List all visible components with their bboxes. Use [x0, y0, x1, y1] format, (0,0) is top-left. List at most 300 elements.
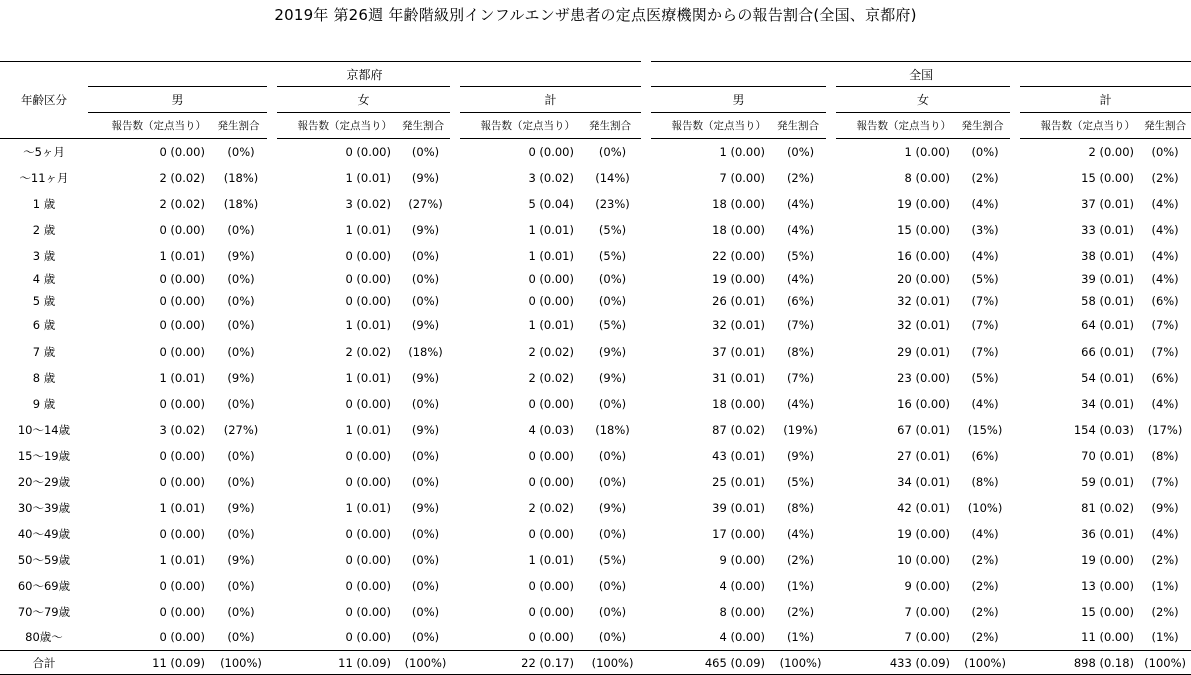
report-count-cell: 39 (0.01): [1081, 272, 1135, 286]
report-count-cell: 0 (0.00): [159, 604, 205, 619]
rate-cell: (17%): [1147, 422, 1183, 437]
table-row: [0, 339, 1191, 365]
age-group-label: 60～69歳: [17, 578, 71, 593]
rate-cell: (9%): [411, 422, 440, 437]
report-count-cell: 0 (0.00): [159, 630, 205, 645]
rate-cell: (9%): [411, 170, 440, 185]
rate-cell: (4%): [786, 396, 815, 411]
report-count-cell: 7 (0.00): [904, 630, 951, 645]
rate-cell: (0%): [598, 474, 627, 489]
table-row: [0, 290, 1191, 312]
rate-cell: (4%): [1151, 272, 1179, 286]
age-group-label: 9 歳: [32, 396, 56, 411]
report-count-cell: 2 (0.00): [1088, 144, 1135, 159]
table-row: [0, 365, 1191, 391]
age-group-label: 8 歳: [32, 370, 56, 385]
rate-subheader: 発生割合: [770, 113, 831, 139]
rate-cell: (0%): [411, 272, 440, 286]
rate-subheader: 発生割合: [579, 113, 646, 139]
rate-cell: (9%): [411, 222, 440, 237]
reports-subheader: 報告数（定点当り）: [88, 113, 210, 139]
reports-subheader: 報告数（定点当り）: [646, 113, 770, 139]
rate-cell: (5%): [598, 248, 627, 263]
rate-cell: (4%): [971, 526, 999, 541]
report-count-cell: 20 (0.00): [897, 272, 951, 286]
report-count-cell: 16 (0.00): [897, 248, 951, 263]
rate-cell: (5%): [598, 552, 627, 567]
rate-cell: (0%): [598, 630, 627, 645]
report-count-cell: 1 (0.01): [345, 370, 391, 385]
report-count-cell: 1 (0.01): [159, 370, 205, 385]
report-count-cell: 1 (0.01): [528, 552, 574, 567]
report-count-cell: 42 (0.01): [897, 500, 951, 515]
rate-cell: (5%): [598, 222, 627, 237]
report-count-cell: 1 (0.01): [159, 500, 205, 515]
rate-cell: (0%): [786, 144, 815, 159]
rate-cell: (4%): [786, 272, 815, 286]
table-row: [0, 391, 1191, 417]
report-count-cell: 433 (0.09): [831, 651, 955, 675]
rate-cell: (4%): [1151, 248, 1179, 263]
report-count-cell: 87 (0.02): [712, 422, 766, 437]
rate-cell: (0%): [598, 604, 627, 619]
report-count-cell: 0 (0.00): [159, 144, 205, 159]
report-count-cell: 38 (0.01): [1081, 248, 1135, 263]
report-count-cell: 0 (0.00): [345, 144, 391, 159]
rate-cell: (0%): [411, 396, 440, 411]
age-group-label: 6 歳: [32, 318, 56, 332]
rate-cell: (4%): [786, 222, 815, 237]
rate-cell: (0%): [227, 396, 255, 411]
rate-cell: (5%): [786, 474, 815, 489]
report-count-cell: 15 (0.00): [1081, 170, 1135, 185]
age-group-label: 2 歳: [32, 222, 56, 237]
rate-cell: (100%): [1139, 651, 1191, 675]
table-row: [0, 312, 1191, 339]
rate-cell: (2%): [1151, 604, 1179, 619]
rate-cell: (4%): [1151, 396, 1179, 411]
rate-cell: (18%): [223, 196, 259, 211]
report-count-cell: 2 (0.02): [159, 196, 205, 211]
rate-cell: (0%): [411, 448, 440, 463]
rate-cell: (9%): [227, 552, 255, 567]
rate-subheader: 発生割合: [1139, 113, 1191, 139]
sex-header-kyoto-male: 男: [88, 87, 272, 113]
page-title: 2019年 第26週 年齢階級別インフルエンザ患者の定点医療機関からの報告割合(全国、京都府): [274, 6, 917, 24]
rate-cell: (2%): [786, 170, 815, 185]
report-count-cell: 0 (0.00): [528, 526, 574, 541]
age-group-label: 5 歳: [32, 293, 56, 308]
sex-header-national-total: 計: [1015, 87, 1191, 113]
rate-cell: (10%): [967, 500, 1003, 515]
reports-subheader: 報告数（定点当り）: [1015, 113, 1139, 139]
report-count-cell: 0 (0.00): [528, 293, 574, 308]
rate-cell: (0%): [227, 630, 255, 645]
report-count-cell: 36 (0.01): [1081, 526, 1135, 541]
reports-subheader: 報告数（定点当り）: [455, 113, 579, 139]
report-count-cell: 18 (0.00): [712, 196, 766, 211]
report-count-cell: 11 (0.00): [1081, 630, 1135, 645]
report-count-cell: 0 (0.00): [159, 222, 205, 237]
report-count-cell: 64 (0.01): [1081, 318, 1135, 332]
rate-cell: (4%): [1151, 526, 1179, 541]
report-count-cell: 19 (0.00): [1081, 552, 1135, 567]
rate-cell: (0%): [598, 578, 627, 593]
rate-cell: (4%): [971, 196, 999, 211]
rate-cell: (0%): [411, 604, 440, 619]
rate-cell: (9%): [598, 344, 627, 359]
report-count-cell: 26 (0.01): [712, 293, 766, 308]
table-row: [0, 625, 1191, 651]
rate-cell: (0%): [227, 474, 255, 489]
report-count-cell: 31 (0.01): [712, 370, 766, 385]
rate-cell: (100%): [579, 651, 646, 675]
report-count-cell: 1 (0.01): [345, 422, 391, 437]
report-count-cell: 5 (0.04): [528, 196, 574, 211]
table-row: [0, 521, 1191, 547]
rate-cell: (7%): [971, 318, 999, 332]
report-count-cell: 0 (0.00): [159, 272, 205, 286]
report-count-cell: 0 (0.00): [528, 396, 574, 411]
report-count-cell: 4 (0.00): [719, 578, 766, 593]
rate-cell: (14%): [595, 170, 630, 185]
rate-cell: (2%): [971, 630, 999, 645]
report-count-cell: 19 (0.00): [897, 526, 951, 541]
rate-cell: (0%): [598, 144, 627, 159]
report-count-cell: 2 (0.02): [528, 344, 574, 359]
report-count-cell: 0 (0.00): [159, 448, 205, 463]
report-count-cell: 898 (0.18): [1015, 651, 1139, 675]
report-count-cell: 18 (0.00): [712, 396, 766, 411]
rate-cell: (0%): [598, 396, 627, 411]
report-count-cell: 29 (0.01): [897, 344, 951, 359]
report-count-cell: 0 (0.00): [345, 293, 391, 308]
report-count-cell: 154 (0.03): [1073, 422, 1135, 437]
report-count-cell: 22 (0.17): [455, 651, 579, 675]
rate-cell: (100%): [210, 651, 272, 675]
age-group-label: 10～14歳: [17, 422, 71, 437]
rate-cell: (1%): [1151, 578, 1179, 593]
report-count-cell: 0 (0.00): [345, 248, 391, 263]
rate-cell: (1%): [786, 630, 815, 645]
rate-cell: (1%): [1151, 630, 1179, 645]
age-group-label: 1 歳: [32, 196, 56, 211]
rate-cell: (100%): [955, 651, 1015, 675]
age-group-label: 30～39歳: [17, 500, 71, 515]
rate-cell: (4%): [1151, 222, 1179, 237]
age-group-label: 80歳～: [25, 630, 63, 645]
report-count-cell: 0 (0.00): [528, 604, 574, 619]
report-count-cell: 22 (0.00): [712, 248, 766, 263]
report-count-cell: 1 (0.01): [345, 500, 391, 515]
report-count-cell: 17 (0.00): [712, 526, 766, 541]
rate-cell: (1%): [786, 578, 815, 593]
report-count-cell: 0 (0.00): [345, 272, 391, 286]
report-count-cell: 33 (0.01): [1081, 222, 1135, 237]
rate-cell: (0%): [598, 272, 627, 286]
rate-cell: (3%): [971, 222, 999, 237]
rate-cell: (15%): [967, 422, 1003, 437]
report-count-cell: 11 (0.09): [272, 651, 396, 675]
influenza-age-table: [0, 61, 1191, 675]
report-count-cell: 1 (0.01): [345, 170, 391, 185]
rate-cell: (8%): [786, 344, 815, 359]
rate-cell: (100%): [396, 651, 455, 675]
report-count-cell: 19 (0.00): [712, 272, 766, 286]
rate-cell: (5%): [971, 370, 999, 385]
age-group-label: ～5ヶ月: [23, 144, 65, 159]
report-count-cell: 1 (0.01): [528, 318, 574, 332]
report-count-cell: 66 (0.01): [1081, 344, 1135, 359]
rate-cell: (27%): [408, 196, 443, 211]
report-count-cell: 0 (0.00): [345, 552, 391, 567]
rate-cell: (5%): [971, 272, 999, 286]
report-count-cell: 0 (0.00): [159, 293, 205, 308]
rate-cell: (0%): [227, 293, 255, 308]
rate-cell: (7%): [971, 293, 999, 308]
rate-cell: (100%): [770, 651, 831, 675]
region-header-national: 全国: [646, 62, 1191, 87]
report-count-cell: 1 (0.01): [159, 552, 205, 567]
report-count-cell: 70 (0.01): [1081, 448, 1135, 463]
rate-cell: (0%): [411, 552, 440, 567]
report-count-cell: 32 (0.01): [897, 318, 951, 332]
report-count-cell: 25 (0.01): [712, 474, 766, 489]
rate-cell: (18%): [595, 422, 630, 437]
rate-subheader: 発生割合: [210, 113, 272, 139]
sex-header-national-female: 女: [831, 87, 1015, 113]
rate-cell: (0%): [411, 526, 440, 541]
report-count-cell: 0 (0.00): [159, 344, 205, 359]
table-row: [0, 573, 1191, 599]
rate-cell: (8%): [1151, 448, 1179, 463]
rate-cell: (0%): [411, 144, 440, 159]
report-count-cell: 23 (0.00): [897, 370, 951, 385]
rate-cell: (7%): [1151, 344, 1179, 359]
rate-cell: (19%): [783, 422, 818, 437]
age-group-label: ～11ヶ月: [19, 170, 69, 185]
report-count-cell: 81 (0.02): [1081, 500, 1135, 515]
age-group-label: 20～29歳: [17, 474, 71, 489]
table-row: [0, 547, 1191, 573]
report-count-cell: 0 (0.00): [345, 474, 391, 489]
table-row: [0, 495, 1191, 521]
rate-cell: (9%): [227, 370, 255, 385]
report-count-cell: 0 (0.00): [159, 474, 205, 489]
rate-cell: (0%): [1151, 144, 1179, 159]
rate-cell: (2%): [786, 604, 815, 619]
rate-cell: (0%): [411, 293, 440, 308]
rate-cell: (9%): [411, 370, 440, 385]
rate-cell: (18%): [223, 170, 259, 185]
report-count-cell: 1 (0.01): [528, 222, 574, 237]
report-count-cell: 0 (0.00): [345, 604, 391, 619]
table-row: [0, 469, 1191, 495]
rate-subheader: 発生割合: [396, 113, 455, 139]
rate-cell: (9%): [1151, 500, 1179, 515]
report-count-cell: 58 (0.01): [1081, 293, 1135, 308]
report-count-cell: 1 (0.01): [345, 318, 391, 332]
rate-cell: (18%): [408, 344, 443, 359]
table-row: [0, 599, 1191, 625]
rate-cell: (4%): [1151, 196, 1179, 211]
report-count-cell: 8 (0.00): [719, 604, 766, 619]
rate-cell: (0%): [227, 344, 255, 359]
report-count-cell: 3 (0.02): [345, 196, 391, 211]
reports-subheader: 報告数（定点当り）: [831, 113, 955, 139]
report-count-cell: 0 (0.00): [528, 578, 574, 593]
sex-header-kyoto-female: 女: [272, 87, 455, 113]
report-count-cell: 4 (0.03): [528, 422, 574, 437]
report-count-cell: 18 (0.00): [712, 222, 766, 237]
report-count-cell: 1 (0.01): [345, 222, 391, 237]
rate-cell: (6%): [786, 293, 815, 308]
report-count-cell: 0 (0.00): [159, 396, 205, 411]
rate-cell: (0%): [971, 144, 999, 159]
report-count-cell: 13 (0.00): [1081, 578, 1135, 593]
rate-cell: (27%): [223, 422, 259, 437]
report-count-cell: 8 (0.00): [904, 170, 951, 185]
report-count-cell: 0 (0.00): [159, 318, 205, 332]
rate-cell: (0%): [598, 293, 627, 308]
rate-cell: (2%): [1151, 552, 1179, 567]
rate-cell: (0%): [598, 448, 627, 463]
report-count-cell: 4 (0.00): [719, 630, 766, 645]
age-column-header: 年齢区分: [0, 62, 88, 139]
sex-header-kyoto-total: 計: [455, 87, 646, 113]
report-count-cell: 9 (0.00): [719, 552, 766, 567]
rate-cell: (8%): [971, 474, 999, 489]
rate-cell: (6%): [971, 448, 999, 463]
rate-cell: (0%): [598, 526, 627, 541]
report-count-cell: 1 (0.01): [528, 248, 574, 263]
report-count-cell: 32 (0.01): [897, 293, 951, 308]
rate-cell: (7%): [786, 370, 815, 385]
rate-cell: (0%): [411, 474, 440, 489]
rate-cell: (7%): [786, 318, 815, 332]
table-row: [0, 139, 1191, 165]
report-count-cell: 54 (0.01): [1081, 370, 1135, 385]
report-count-cell: 0 (0.00): [345, 578, 391, 593]
report-count-cell: 0 (0.00): [345, 396, 391, 411]
reports-subheader: 報告数（定点当り）: [272, 113, 396, 139]
age-group-label: 4 歳: [32, 272, 56, 286]
report-count-cell: 3 (0.02): [159, 422, 205, 437]
rate-cell: (2%): [971, 604, 999, 619]
report-count-cell: 32 (0.01): [712, 318, 766, 332]
rate-cell: (0%): [411, 630, 440, 645]
age-group-label: 7 歳: [32, 344, 56, 359]
rate-cell: (6%): [1151, 370, 1179, 385]
report-count-cell: 0 (0.00): [345, 526, 391, 541]
rate-cell: (9%): [227, 500, 255, 515]
report-count-cell: 43 (0.01): [712, 448, 766, 463]
report-count-cell: 0 (0.00): [528, 474, 574, 489]
report-count-cell: 0 (0.00): [159, 578, 205, 593]
report-count-cell: 0 (0.00): [528, 448, 574, 463]
age-group-label: 70～79歳: [17, 604, 71, 619]
rate-cell: (0%): [411, 578, 440, 593]
rate-subheader: 発生割合: [955, 113, 1015, 139]
region-header-kyoto: 京都府: [88, 62, 646, 87]
rate-cell: (9%): [411, 500, 440, 515]
rate-cell: (6%): [1151, 293, 1179, 308]
table-row: [0, 243, 1191, 269]
report-count-cell: 2 (0.02): [345, 344, 391, 359]
report-count-cell: 1 (0.00): [904, 144, 951, 159]
rate-cell: (7%): [971, 344, 999, 359]
report-count-cell: 2 (0.02): [159, 170, 205, 185]
age-group-label: 40～49歳: [17, 526, 71, 541]
report-count-cell: 34 (0.01): [897, 474, 951, 489]
report-count-cell: 2 (0.02): [528, 500, 574, 515]
report-count-cell: 0 (0.00): [528, 272, 574, 286]
rate-cell: (2%): [1151, 170, 1179, 185]
rate-cell: (9%): [411, 318, 440, 332]
report-count-cell: 7 (0.00): [719, 170, 766, 185]
rate-cell: (0%): [227, 222, 255, 237]
rate-cell: (0%): [227, 578, 255, 593]
report-count-cell: 9 (0.00): [904, 578, 951, 593]
report-count-cell: 59 (0.01): [1081, 474, 1135, 489]
rate-cell: (0%): [227, 318, 255, 332]
rate-cell: (9%): [598, 370, 627, 385]
report-count-cell: 0 (0.00): [159, 526, 205, 541]
rate-cell: (0%): [227, 526, 255, 541]
table-row: [0, 191, 1191, 217]
report-count-cell: 37 (0.01): [712, 344, 766, 359]
rate-cell: (0%): [227, 272, 255, 286]
report-count-cell: 67 (0.01): [897, 422, 951, 437]
report-count-cell: 27 (0.01): [897, 448, 951, 463]
rate-cell: (5%): [786, 248, 815, 263]
report-count-cell: 7 (0.00): [904, 604, 951, 619]
table-row: [0, 269, 1191, 290]
sex-header-national-male: 男: [646, 87, 831, 113]
rate-cell: (5%): [598, 318, 627, 332]
report-count-cell: 10 (0.00): [897, 552, 951, 567]
report-count-cell: 2 (0.02): [528, 370, 574, 385]
report-count-cell: 34 (0.01): [1081, 396, 1135, 411]
rate-cell: (4%): [971, 396, 999, 411]
report-count-cell: 11 (0.09): [88, 651, 210, 675]
report-count-cell: 0 (0.00): [528, 144, 574, 159]
report-count-cell: 16 (0.00): [897, 396, 951, 411]
report-count-cell: 15 (0.00): [897, 222, 951, 237]
table-row: [0, 443, 1191, 469]
rate-cell: (2%): [786, 552, 815, 567]
rate-cell: (4%): [971, 248, 999, 263]
report-count-cell: 39 (0.01): [712, 500, 766, 515]
rate-cell: (4%): [786, 196, 815, 211]
table-row: [0, 417, 1191, 443]
report-count-cell: 1 (0.01): [159, 248, 205, 263]
report-count-cell: 15 (0.00): [1081, 604, 1135, 619]
rate-cell: (2%): [971, 170, 999, 185]
rate-cell: (9%): [786, 448, 815, 463]
report-count-cell: 465 (0.09): [646, 651, 770, 675]
rate-cell: (0%): [227, 604, 255, 619]
total-label: 合計: [0, 651, 88, 675]
age-group-label: 3 歳: [32, 248, 56, 263]
rate-cell: (4%): [786, 526, 815, 541]
report-count-cell: 3 (0.02): [528, 170, 574, 185]
report-count-cell: 19 (0.00): [897, 196, 951, 211]
report-count-cell: 0 (0.00): [345, 448, 391, 463]
rate-cell: (2%): [971, 578, 999, 593]
rate-cell: (0%): [227, 144, 255, 159]
age-group-label: 15～19歳: [17, 448, 71, 463]
